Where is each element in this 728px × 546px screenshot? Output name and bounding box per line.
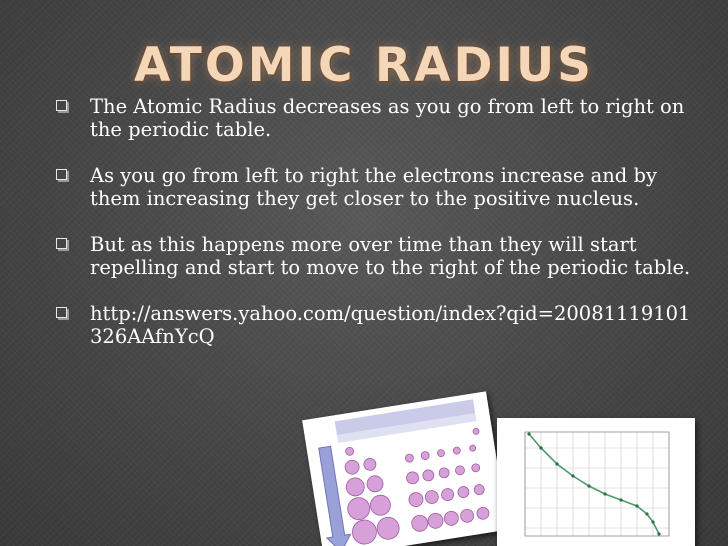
line-graph-icon [497, 418, 695, 546]
bullet-item[interactable] [56, 302, 696, 348]
bullet-text: As you go from left to right the electrons increase and by them increasing they get closer to the positive nucleus. [90, 164, 657, 210]
source-link[interactable]: http://answers.yahoo.com/question/index?qid=20081119101326AAfnYcQ [90, 302, 691, 348]
slide-title: ATOMIC RADIUS [134, 38, 594, 93]
bullet-list [56, 95, 696, 348]
bullet-square-icon [56, 238, 67, 249]
bullet-text: The Atomic Radius decreases as you go from left to right on the periodic table. [90, 95, 685, 141]
bullet-square-icon [56, 169, 67, 180]
bullet-text: But as this happens more over time than they will start repelling and start to move to the right of the periodic table. [90, 233, 691, 279]
atomic-radius-periodic-table-diagram [302, 391, 508, 546]
atomic-radius-line-graph [497, 418, 695, 546]
periodic-table-diagram-icon [302, 391, 508, 546]
bullet-square-icon [56, 100, 67, 111]
bullet-item [56, 95, 696, 141]
bullet-square-icon [56, 307, 67, 318]
bullet-item [56, 164, 696, 210]
bullet-item [56, 233, 696, 279]
